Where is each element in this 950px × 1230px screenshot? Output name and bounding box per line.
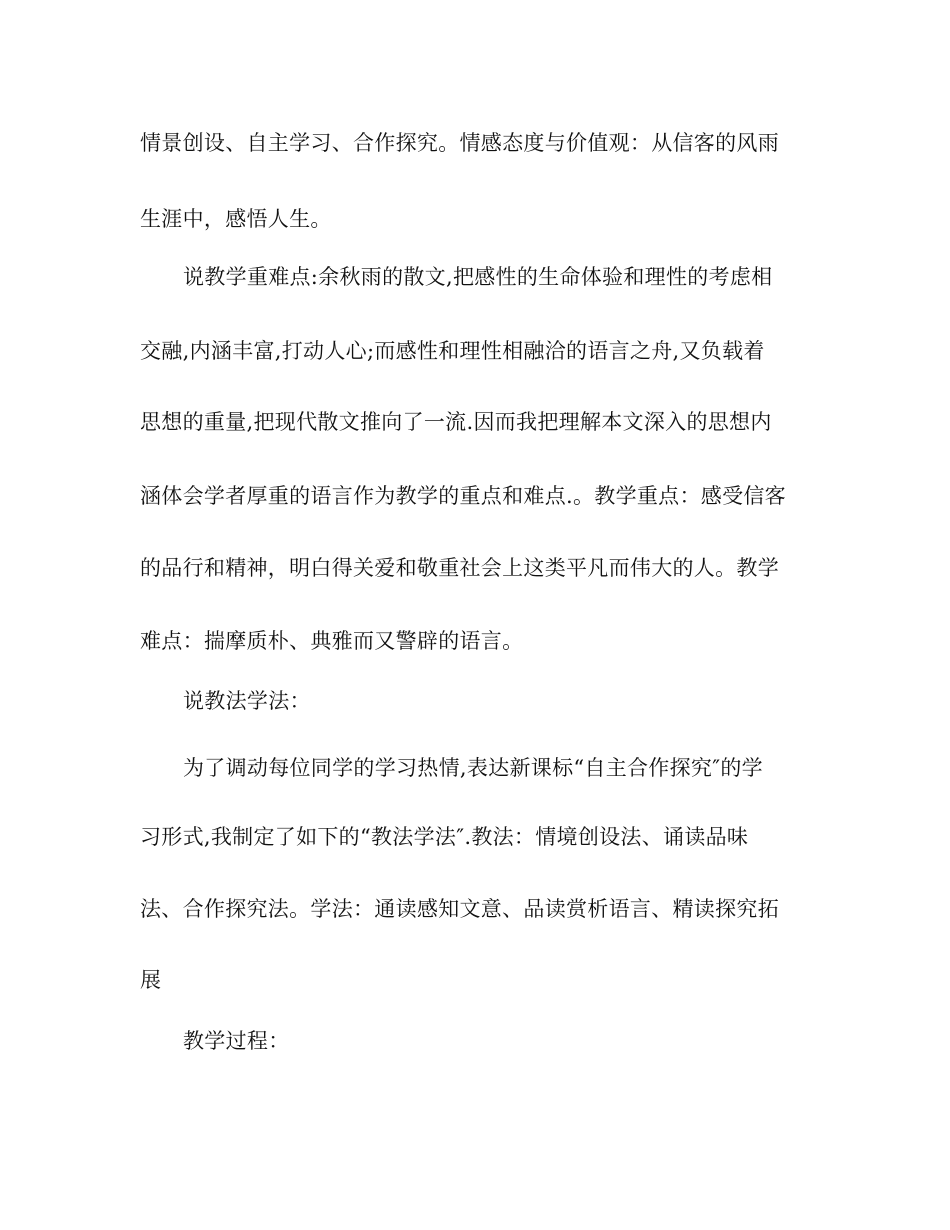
text-line: 情景创设、自主学习、合作探究。情感态度与价值观：从信客的风雨 (140, 131, 779, 155)
text-line: 交融,内涵丰富,打动人心;而感性和理性相融洽的语言之舟,又负载着 (140, 339, 765, 363)
text-line: 生涯中，感悟人生。 (140, 207, 332, 231)
text-line: 思想的重量,把现代散文推向了一流.因而我把理解本文深入的思想内 (140, 410, 772, 434)
text-line: 的品行和精神，明白得关爱和敬重社会上这类平凡而伟大的人。教学 (140, 556, 779, 580)
section-heading: 教学过程： (183, 1029, 290, 1053)
text-line: 展 (140, 968, 162, 992)
section-heading: 说教法学法： (183, 689, 311, 713)
text-line: 习形式,我制定了如下的“教法学法″.教法：情境创设法、诵读品味 (140, 825, 749, 849)
text-line: 法、合作探究法。学法：通读感知文意、品读赏析语言、精读探究拓 (140, 897, 779, 921)
text-line: 难点：揣摩质朴、典雅而又警辟的语言。 (140, 629, 524, 653)
paragraph-start-line: 说教学重难点:余秋雨的散文,把感性的生命体验和理性的考虑相 (183, 265, 773, 289)
text-line: 涵体会学者厚重的语言作为教学的重点和难点.。教学重点：感受信客 (140, 484, 786, 508)
paragraph-start-line: 为了调动每位同学的学习热情,表达新课标“自主合作探究″的学 (183, 756, 763, 780)
